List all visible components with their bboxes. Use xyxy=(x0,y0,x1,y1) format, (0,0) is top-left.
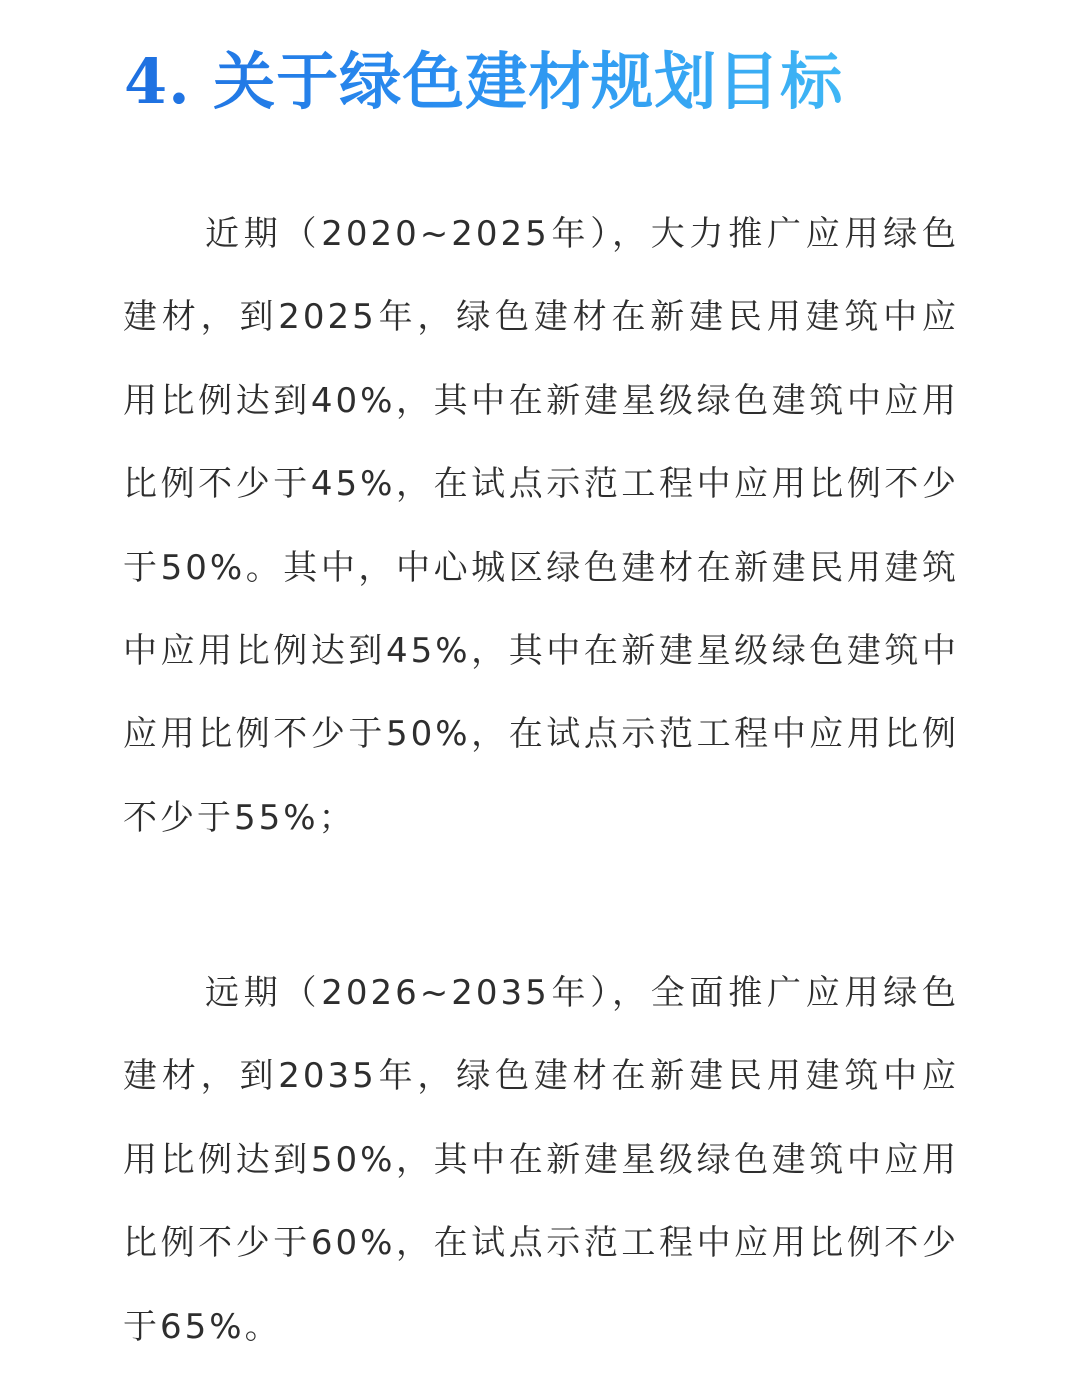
paragraph-long-term-block xyxy=(123,952,959,1369)
paragraph-near-term: 近期（2020~2025年），大力推广应用绿色建材，到2025年，绿色建材在新建民用建筑中应用比例达到40%，其中在新建星级绿色建筑中应用比例不少于45%，在试点示范工程中应用比例不少于50%。其中，中心城区绿色建材在新建民用建筑中应用比例达到45%，其中在新建星级绿色建筑中应用比例不少于50%，在试点示范工程中应用比例不少于55%； xyxy=(123,214,959,838)
section-heading: 4. 关于绿色建材规划目标 xyxy=(124,40,843,124)
paragraph-near-term-block xyxy=(123,193,959,860)
paragraph-long-term: 远期（2026~2035年），全面推广应用绿色建材，到2035年，绿色建材在新建民用建筑中应用比例达到50%，其中在新建星级绿色建筑中应用比例不少于60%，在试点示范工程中应用比例不少于65%。 xyxy=(123,973,959,1347)
